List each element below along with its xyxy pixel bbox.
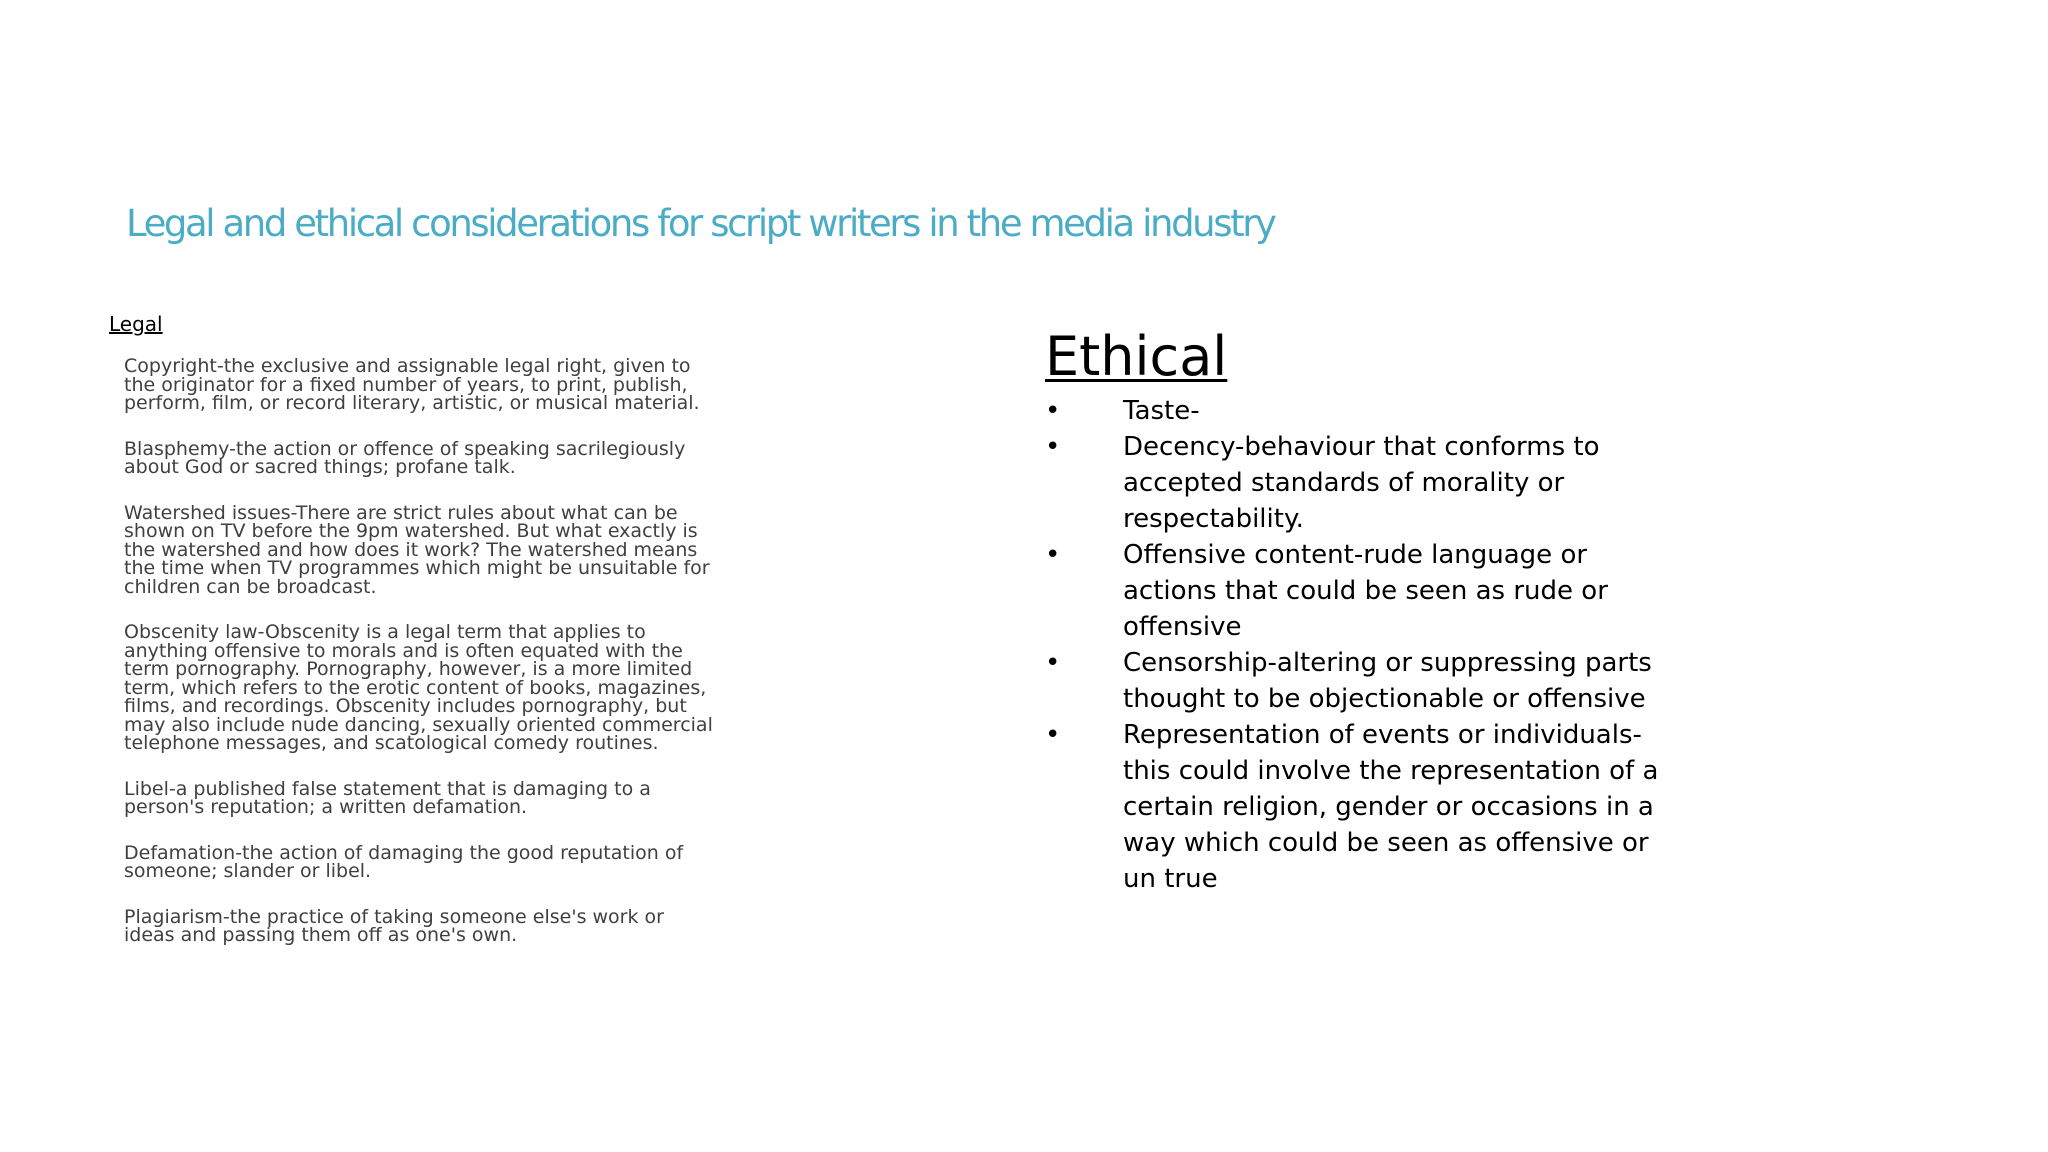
ethical-item-censorship <box>1045 645 1665 717</box>
ethical-item-text: Taste- <box>1123 396 1200 426</box>
legal-item-defamation: Defamation-the action of damaging the good reputation of someone; slander or libel. <box>124 841 684 882</box>
legal-heading: Legal <box>109 312 163 336</box>
legal-item-copyright: Copyright-the exclusive and assignable legal right, given to the originator for a fixed number of years, to print, publish, perform, film, or record literary, artistic, or musical material. <box>124 355 700 414</box>
bullet-icon: • <box>1045 432 1061 462</box>
slide-title: Legal and ethical considerations for script writers in the media industry <box>126 202 1275 245</box>
ethical-item-text: Censorship-altering or suppressing parts thought to be objectionable or offensive <box>1123 648 1652 714</box>
legal-item-watershed: Watershed issues-There are strict rules about what can be shown on TV before the 9pm watershed. But what exactly is the watershed and how does it work? The watershed means the time when TV programmes which might be unsuitable for children can be broadcast. <box>124 501 710 598</box>
bullet-icon: • <box>1045 720 1061 750</box>
legal-item-libel: Libel-a published false statement that is damaging to a person's reputation; a written defamation. <box>124 777 651 818</box>
legal-item-plagiarism: Plagiarism-the practice of taking someone else's work or ideas and passing them off as one's own. <box>124 905 664 946</box>
ethical-item-taste <box>1045 393 1665 429</box>
ethical-item-representation <box>1045 717 1665 897</box>
ethical-item-text: Decency-behaviour that conforms to accepted standards of morality or respectability. <box>1123 432 1600 534</box>
legal-item-obscenity: Obscenity law-Obscenity is a legal term that applies to anything offensive to morals and is often equated with the term pornography. Pornography, however, is a more limited term, which refers to the erotic content of books, magazines, films, and recordings. Obscenity includes pornography, but may also include nude dancing, sexually oriented commercial telephone messages, and scatological comedy routines. <box>124 621 713 754</box>
ethical-item-decency <box>1045 429 1665 537</box>
legal-item-blasphemy: Blasphemy-the action or offence of speaking sacrilegiously about God or sacred things; profane talk. <box>124 437 686 478</box>
ethical-item-text: Offensive content-rude language or actions that could be seen as rude or offensive <box>1123 540 1608 642</box>
ethical-heading: Ethical <box>1045 325 1228 388</box>
ethical-list <box>1045 393 1665 897</box>
bullet-icon: • <box>1045 648 1061 678</box>
bullet-icon: • <box>1045 396 1061 426</box>
ethical-item-text: Representation of events or individuals- this could involve the representation of a certain religion, gender or occasions in a way which could be seen as offensive or un true <box>1123 720 1659 894</box>
ethical-item-offensive-content <box>1045 537 1665 645</box>
bullet-icon: • <box>1045 540 1061 570</box>
legal-list <box>124 357 714 972</box>
